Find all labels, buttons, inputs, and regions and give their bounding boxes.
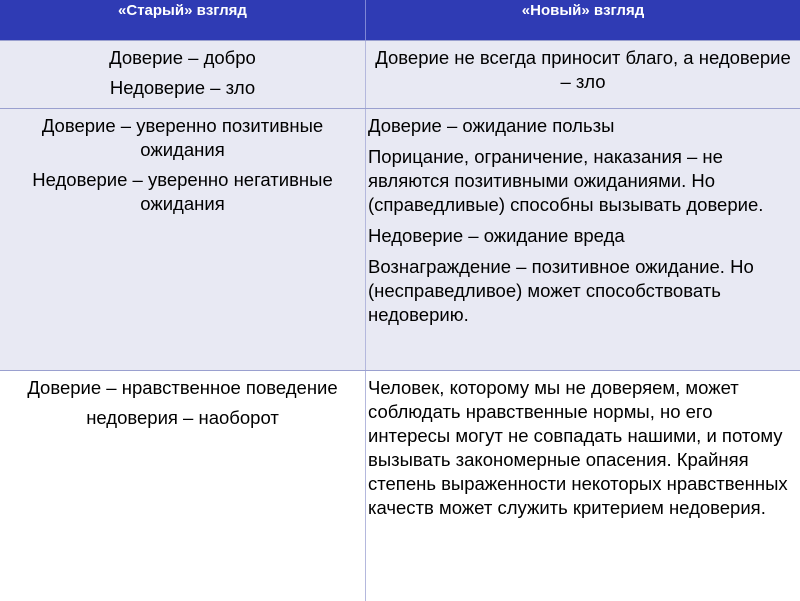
old-view-cell [0,109,366,371]
header-new-view [366,0,800,40]
cell-text: Доверие – нравственное поведение [27,377,338,398]
cell-text: Доверие – уверенно позитивные ожидания [41,115,324,160]
cell-text: Доверие – ожидание пользы [368,115,615,136]
new-view-cell [366,41,800,109]
old-view-cell [0,41,366,109]
cell-text: Доверие – добро [109,47,256,68]
cell-text: Недоверие – уверенно негативные ожидания [32,169,333,214]
cell-text: Доверие не всегда приносит благо, а недоверие – зло [375,47,791,92]
new-view-cell [366,371,800,601]
table-header-row [0,0,800,40]
header-new-view-label: «Новый» взгляд [521,2,645,19]
old-view-cell [0,371,366,601]
cell-text: недоверия – наоборот [86,407,279,428]
cell-text: Недоверие – зло [109,77,256,98]
table-row [0,370,800,601]
table-row [0,108,800,371]
cell-text: Порицание, ограничение, наказания – не являются позитивными ожиданиями. Но (справедливые) способны вызывать доверие. [368,146,764,215]
header-old-view-label: «Старый» взгляд [118,2,247,19]
header-old-view [0,0,366,40]
cell-text: Вознаграждение – позитивное ожидание. Но (несправедливое) может способствовать недоверию. [368,256,754,325]
cell-text: Человек, которому мы не доверяем, может соблюдать нравственные нормы, но его интересы могут не совпадать нашими, и потому вызывать закономерные опасения. Крайняя степень выраженности некоторых нравственных качеств может служить критерием недоверия. [368,377,788,518]
table-row [0,40,800,109]
new-view-cell [366,109,800,371]
cell-text: Недоверие – ожидание вреда [368,225,625,246]
